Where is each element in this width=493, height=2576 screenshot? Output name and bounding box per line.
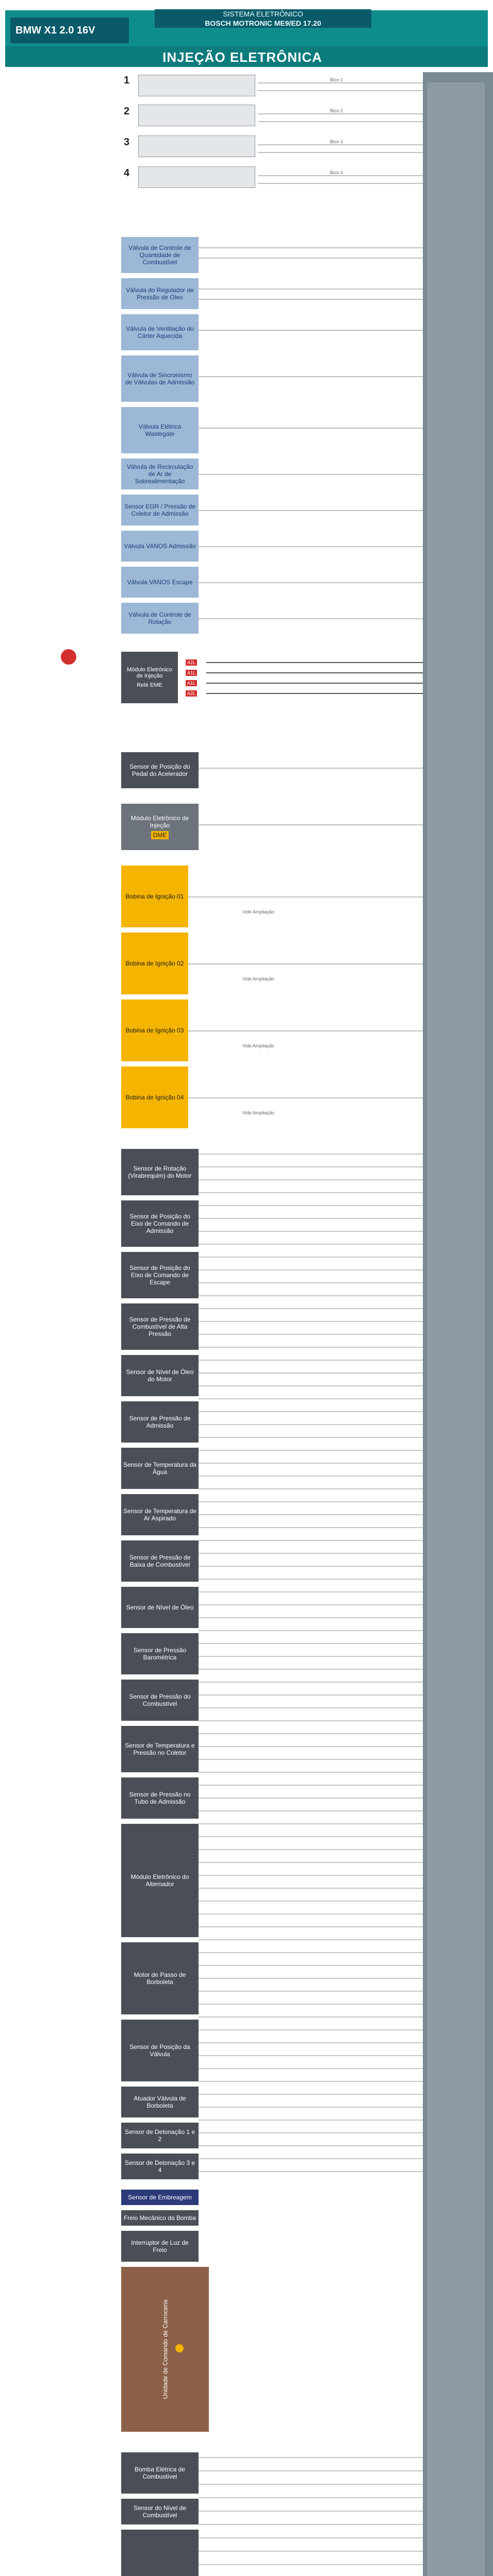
- sensor-block: Sensor de Rotação (Virabrequim) do Motor: [121, 1149, 199, 1195]
- location-tag: A2L: [186, 690, 197, 697]
- wire: [206, 683, 423, 684]
- ecu-relay-block: [121, 652, 178, 703]
- fuel-quantity-valve-block: Válvula de Controle de Quantidade de Combustível: [121, 237, 199, 273]
- sensor-wires-svg: [199, 1149, 423, 2179]
- vanos-exhaust-block: Válvula VANOS Escape: [121, 567, 199, 598]
- ignition-note: Vide Ampliação: [242, 909, 274, 914]
- wire: [199, 247, 423, 248]
- lower-wire-field: [199, 2452, 423, 2576]
- wire: [199, 824, 423, 825]
- wire: [258, 144, 423, 145]
- sensor-block: Sensor de Pressão de Baixa de Combustível: [121, 1540, 199, 1582]
- wire-label: Bico 1: [330, 77, 343, 82]
- wire: [199, 618, 423, 619]
- location-tag: A1L: [186, 680, 197, 686]
- model-label: BMW X1 2.0 16V: [10, 18, 129, 43]
- wastegate-valve-block: Válvula Elétrica Wastegate: [121, 407, 199, 453]
- injector-2-image: [138, 105, 255, 126]
- ignition-coil-4-block: Bobina de Ignição 04: [121, 1066, 188, 1128]
- system-title: SISTEMA ELETRÔNICO: [223, 10, 303, 18]
- system-title-box: [155, 9, 371, 28]
- ignition-coil-2-block: Bobina de Ignição 02: [121, 933, 188, 994]
- wire: [258, 152, 423, 153]
- ecu-relay-sub: Relé EME: [137, 682, 162, 688]
- wire: [258, 183, 423, 184]
- lower-wires-svg: [199, 2452, 423, 2576]
- clutch-sensor-block: Sensor de Embreagem: [121, 2190, 199, 2205]
- ignition-note: Vide Ampliação: [242, 1110, 274, 1115]
- ecu-side-label: Módulo Eletrônico de Injeção: [130, 815, 189, 829]
- wire: [199, 258, 423, 259]
- central-module-block: [121, 2530, 199, 2576]
- wire: [206, 672, 423, 673]
- wire: [199, 376, 423, 377]
- relay-marker-icon: [61, 649, 76, 665]
- egr-sensor-block: Sensor EGR / Pressão de Coletor de Admissão: [121, 495, 199, 526]
- sensor-wire-group: [199, 1154, 423, 2172]
- wire: [188, 1030, 423, 1031]
- wire: [258, 121, 423, 122]
- section-title: INJEÇÃO ELETRÔNICA: [162, 49, 322, 65]
- sensor-block: Sensor de Temperatura da Água: [121, 1448, 199, 1489]
- rotation-valve-block: Válvula de Controle de Rotação: [121, 603, 199, 634]
- wire-label: Bico 2: [330, 108, 343, 113]
- sensor-block: Sensor de Temperatura de Ar Aspirado: [121, 1494, 199, 1535]
- intake-sync-valve-block: Válvula de Sincronismo de Válvulas de Admissão: [121, 355, 199, 402]
- sensor-block: Sensor de Pressão no Tubo de Admissão: [121, 1777, 199, 1819]
- sensor-block: Atuador Válvula de Borboleta: [121, 2087, 199, 2117]
- ecu-side-pin: DME: [151, 831, 169, 839]
- recirculation-valve-block: Válvula de Recirculação de Ar de Sobrealimentação: [121, 459, 199, 489]
- wire: [199, 299, 423, 300]
- wire: [258, 90, 423, 91]
- wire: [188, 896, 423, 897]
- wire: [199, 510, 423, 511]
- system-subtitle: BOSCH MOTRONIC ME9/ED 17.20: [205, 19, 321, 27]
- crankcase-valve-block: Válvula de Ventilação do Cárter Aquecida: [121, 314, 199, 350]
- location-tag: A2L: [186, 659, 197, 666]
- brake-light-switch-block: Interruptor de Luz de Freio: [121, 2231, 199, 2262]
- wire: [258, 113, 423, 114]
- sensor-block: Sensor de Temperatura e Pressão no Coletor: [121, 1726, 199, 1772]
- wire: [188, 963, 423, 964]
- sensor-block: Sensor de Pressão de Combustível de Alta Pressão: [121, 1303, 199, 1350]
- wire: [258, 82, 423, 83]
- sensor-block: Módulo Eletrônico do Alternador: [121, 1824, 199, 1937]
- wire: [199, 474, 423, 475]
- body-control-unit-block: [121, 2267, 209, 2432]
- component-number: 1: [124, 75, 130, 86]
- sensor-block: Sensor de Pressão de Admissão: [121, 1401, 199, 1443]
- wire: [199, 289, 423, 290]
- wire: [206, 693, 423, 694]
- component-number: 2: [124, 106, 130, 117]
- ecu-side-block: [121, 804, 199, 850]
- pedal-sensor-block: Sensor de Posição do Pedal do Acelerador: [121, 752, 199, 788]
- wire: [199, 768, 423, 769]
- location-tag: A1L: [186, 670, 197, 676]
- ignition-coil-1-block: Bobina de Ignição 01: [121, 866, 188, 927]
- sensor-wire-field: [199, 1149, 423, 2179]
- wire-label: Bico 4: [330, 170, 343, 175]
- ecu-relay-label: Módulo Eletrônico de Injeção: [126, 667, 173, 679]
- wire: [199, 428, 423, 429]
- connector-dot-icon: [175, 2344, 184, 2352]
- wire: [188, 1097, 423, 1098]
- brake-pump-block: Freio Mecânico da Bomba: [121, 2210, 199, 2226]
- component-number: 3: [124, 137, 130, 148]
- sensor-block: Sensor de Posição do Eixo de Comando de Escape: [121, 1252, 199, 1298]
- wire: [258, 175, 423, 176]
- ignition-note: Vide Ampliação: [242, 976, 274, 981]
- sensor-block: Sensor de Detonação 3 e 4: [121, 2154, 199, 2179]
- wire: [199, 330, 423, 331]
- injector-4-image: [138, 166, 255, 188]
- wire: [206, 662, 423, 663]
- lower-wire-group: [199, 2458, 423, 2576]
- sensor-block: Motor de Passo de Borboleta: [121, 1942, 199, 2014]
- ecu-connector-inner: [427, 82, 485, 2576]
- vanos-intake-block: Válvula VANOS Admissão: [121, 531, 199, 562]
- injector-group: [124, 75, 263, 193]
- sensor-block: Sensor de Posição da Válvula: [121, 2020, 199, 2081]
- oil-pressure-valve-block: Válvula do Regulador de Pressão de Óleo: [121, 278, 199, 309]
- wire: [199, 546, 423, 547]
- ignition-note: Vide Ampliação: [242, 1043, 274, 1048]
- sensor-block: Sensor de Pressão do Combustível: [121, 1680, 199, 1721]
- injector-3-image: [138, 135, 255, 157]
- sensor-block: Sensor de Detonação 1 e 2: [121, 2123, 199, 2148]
- sensor-block: Sensor de Nível de Óleo do Motor: [121, 1355, 199, 1396]
- wire-label: Bico 3: [330, 139, 343, 144]
- wire: [199, 582, 423, 583]
- injector-1-image: [138, 75, 255, 96]
- fuel-level-sensor-block: Sensor do Nível de Combustível: [121, 2499, 199, 2524]
- body-control-label: Unidade de Comando de Carroceria: [161, 2299, 169, 2399]
- sensor-block: Sensor de Posição do Eixo de Comando de Admissão: [121, 1200, 199, 1247]
- relay-tag-list: [186, 659, 197, 697]
- sensor-block: Sensor de Nível de Óleo: [121, 1587, 199, 1628]
- sensor-block: Sensor de Pressão Barométrica: [121, 1633, 199, 1674]
- ignition-coil-3-block: Bobina de Ignição 03: [121, 999, 188, 1061]
- fuel-pump-block: Bomba Elétrica de Combustível: [121, 2452, 199, 2494]
- component-number: 4: [124, 167, 130, 179]
